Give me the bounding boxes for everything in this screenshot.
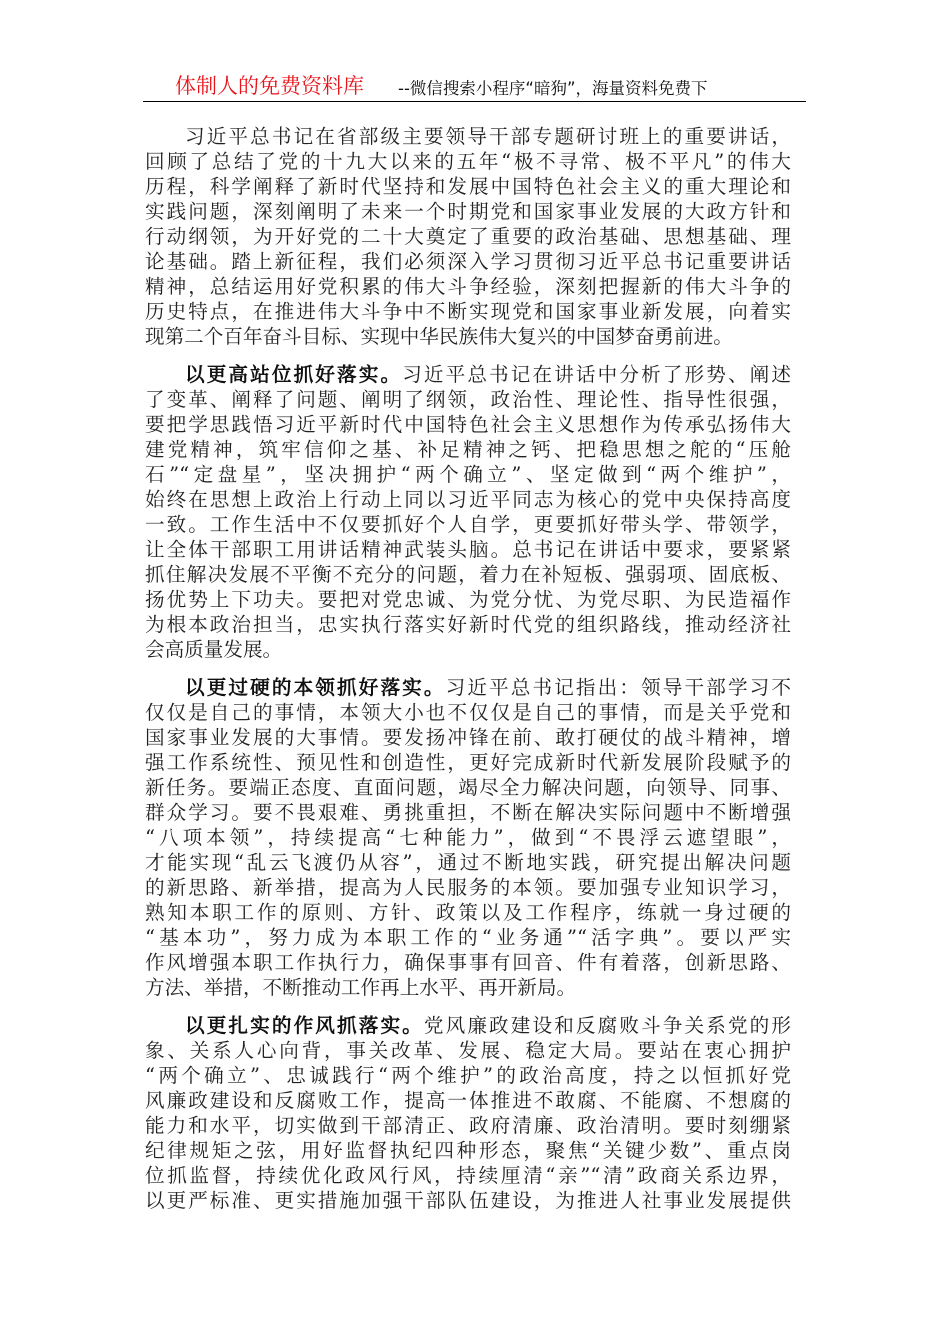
line-text: 新任务。要端正态度、直面问题，竭尽全力解决问题，向领导、同事、: [145, 776, 791, 799]
line-text: 精神，总结运用好党积累的伟大斗争经验，深刻把握新的伟大斗争的: [145, 275, 791, 298]
text-line: [145, 950, 791, 975]
line-text: 仅仅是自己的事情，本领大小也不仅仅是自己的事情，而是关乎党和: [145, 701, 791, 724]
line-text: 习近平总书记在讲话中分析了形势、阐述: [402, 363, 791, 386]
text-line: [145, 562, 791, 587]
line-text: 能力和水平，切实做到干部清正、政府清廉、政治清明。要时刻绷紧: [145, 1114, 791, 1137]
paragraph-lead: 以更过硬的本领抓好落实。: [185, 676, 446, 699]
document-body: [145, 124, 791, 1226]
text-line: [145, 537, 791, 562]
line-text: 建党精神，筑牢信仰之基、补足精神之钙、把稳思想之舵的“压舱: [145, 438, 791, 461]
line-text: 作风增强本职工作执行力，确保事事有回音、件有着落，创新思路、: [145, 951, 791, 974]
page-header: [143, 68, 806, 102]
line-text: 要把学思践悟习近平新时代中国特色社会主义思想作为传承弘扬伟大: [145, 413, 791, 436]
text-line: [145, 1038, 791, 1063]
line-text: 抓住解决发展不平衡不充分的问题，着力在补短板、强弱项、固底板、: [145, 563, 791, 586]
text-line: [145, 462, 791, 487]
text-line: [145, 274, 791, 299]
text-line: [145, 1163, 791, 1188]
text-line: [145, 387, 791, 412]
line-text: 以更严标准、更实措施加强干部队伍建设，为推进人社事业发展提供: [145, 1189, 791, 1212]
text-line: [145, 775, 791, 800]
line-text: 才能实现“乱云飞渡仍从容”，通过不断地实践，研究提出解决问题: [145, 851, 791, 874]
line-text: 的新思路、新举措，提高为人民服务的本领。要加强专业知识学习，: [145, 876, 791, 899]
line-text: 纪律规矩之弦，用好监督执纪四种形态，聚焦“关键少数”、重点岗: [145, 1139, 791, 1162]
text-line: [145, 725, 791, 750]
line-text: 石”“定盘星”，坚决拥护“两个确立”、坚定做到“两个维护”，: [145, 463, 791, 486]
paragraph: [145, 675, 791, 1000]
line-text: 国家事业发展的大事情。要发扬冲锋在前、敢打硬仗的战斗精神，增: [145, 726, 791, 749]
line-text: 了变革、阐释了问题、阐明了纲领，政治性、理论性、指导性很强，: [145, 388, 791, 411]
text-line: [145, 1013, 791, 1038]
text-line: [145, 900, 791, 925]
line-text: 历史特点，在推进伟大斗争中不断实现党和国家事业新发展，向着实: [145, 300, 791, 323]
line-text: “基本功”，努力成为本职工作的“业务通”“活字典”。要以严实: [145, 926, 791, 949]
text-line: [145, 700, 791, 725]
line-text: 群众学习。要不畏艰难、勇挑重担，不断在解决实际问题中不断增强: [145, 801, 791, 824]
header-slogan: --微信搜索小程序“暗狗”，海量资料免费下: [398, 79, 708, 98]
line-text: 党风廉政建设和反腐败斗争关系党的形: [423, 1014, 791, 1037]
text-line: [145, 1063, 791, 1088]
line-text: 始终在思想上政治上行动上同以习近平同志为核心的党中央保持高度: [145, 488, 791, 511]
text-line: [145, 412, 791, 437]
text-line: [145, 149, 791, 174]
text-line: [145, 1188, 791, 1213]
line-text: 实践问题，深刻阐明了未来一个时期党和国家事业发展的大政方针和: [145, 200, 791, 223]
header-brand: 体制人的免费资料库: [175, 74, 364, 98]
text-line: [145, 174, 791, 199]
line-text: 方法、举措，不断推动工作再上水平、再开新局。: [145, 976, 577, 999]
text-line: [145, 1113, 791, 1138]
line-text: 象、关系人心向背，事关改革、发展、稳定大局。要站在衷心拥护: [145, 1039, 791, 1062]
line-text: 熟知本职工作的原则、方针、政策以及工作程序，练就一身过硬的: [145, 901, 791, 924]
text-line: [145, 249, 791, 274]
text-line: [145, 437, 791, 462]
text-line: [145, 800, 791, 825]
text-line: [145, 199, 791, 224]
text-line: [145, 487, 791, 512]
line-text: 行动纲领，为开好党的二十大奠定了重要的政治基础、思想基础、理: [145, 225, 791, 248]
text-line: [145, 299, 791, 324]
text-line: [145, 612, 791, 637]
line-text: “两个确立”、忠诚践行“两个维护”的政治高度，持之以恒抓好党: [145, 1064, 791, 1087]
line-text: 历程，科学阐释了新时代坚持和发展中国特色社会主义的重大理论和: [145, 175, 791, 198]
text-line: [145, 850, 791, 875]
paragraph-lead: 以更高站位抓好落实。: [185, 363, 403, 386]
text-line: [145, 637, 791, 662]
line-text: 为根本政治担当，忠实执行落实好新时代党的组织路线，推动经济社: [145, 613, 791, 636]
line-text: 会高质量发展。: [145, 638, 283, 661]
text-line: [145, 750, 791, 775]
text-line: [145, 362, 791, 387]
text-line: [145, 1138, 791, 1163]
line-text: 位抓监督，持续优化政风行风，持续厘清“亲”“清”政商关系边界，: [145, 1164, 791, 1187]
text-line: [145, 875, 791, 900]
text-line: [145, 925, 791, 950]
paragraph: [145, 1013, 791, 1213]
text-line: [145, 124, 791, 149]
line-text: 论基础。踏上新征程，我们必须深入学习贯彻习近平总书记重要讲话: [145, 250, 791, 273]
line-text: 一致。工作生活中不仅要抓好个人自学，更要抓好带头学、带领学，: [145, 513, 791, 536]
line-text: 扬优势上下功夫。要把对党忠诚、为党分忧、为党尽职、为民造福作: [145, 588, 791, 611]
line-text: 让全体干部职工用讲话精神武装头脑。总书记在讲话中要求，要紧紧: [145, 538, 791, 561]
text-line: [145, 224, 791, 249]
text-line: [145, 1088, 791, 1113]
line-text: 风廉政建设和反腐败工作，提高一体推进不敢腐、不能腐、不想腐的: [145, 1089, 791, 1112]
text-line: [145, 587, 791, 612]
line-text: 习近平总书记指出：领导干部学习不: [445, 676, 791, 699]
paragraph: [145, 124, 791, 349]
text-line: [145, 324, 791, 349]
paragraph-lead: 以更扎实的作风抓落实。: [185, 1014, 424, 1037]
line-text: 强工作系统性、预见性和创造性，更好完成新时代新发展阶段赋予的: [145, 751, 791, 774]
text-line: [145, 512, 791, 537]
text-line: [145, 675, 791, 700]
line-text: 现第二个百年奋斗目标、实现中华民族伟大复兴的中国梦奋勇前进。: [145, 325, 733, 348]
line-text: “八项本领”，持续提高“七种能力”，做到“不畏浮云遮望眼”，: [145, 826, 791, 849]
paragraph: [145, 362, 791, 662]
text-line: [145, 975, 791, 1000]
line-text: 回顾了总结了党的十九大以来的五年“极不寻常、极不平凡”的伟大: [145, 150, 791, 173]
text-line: [145, 825, 791, 850]
line-text: 习近平总书记在省部级主要领导干部专题研讨班上的重要讲话，: [185, 125, 791, 148]
